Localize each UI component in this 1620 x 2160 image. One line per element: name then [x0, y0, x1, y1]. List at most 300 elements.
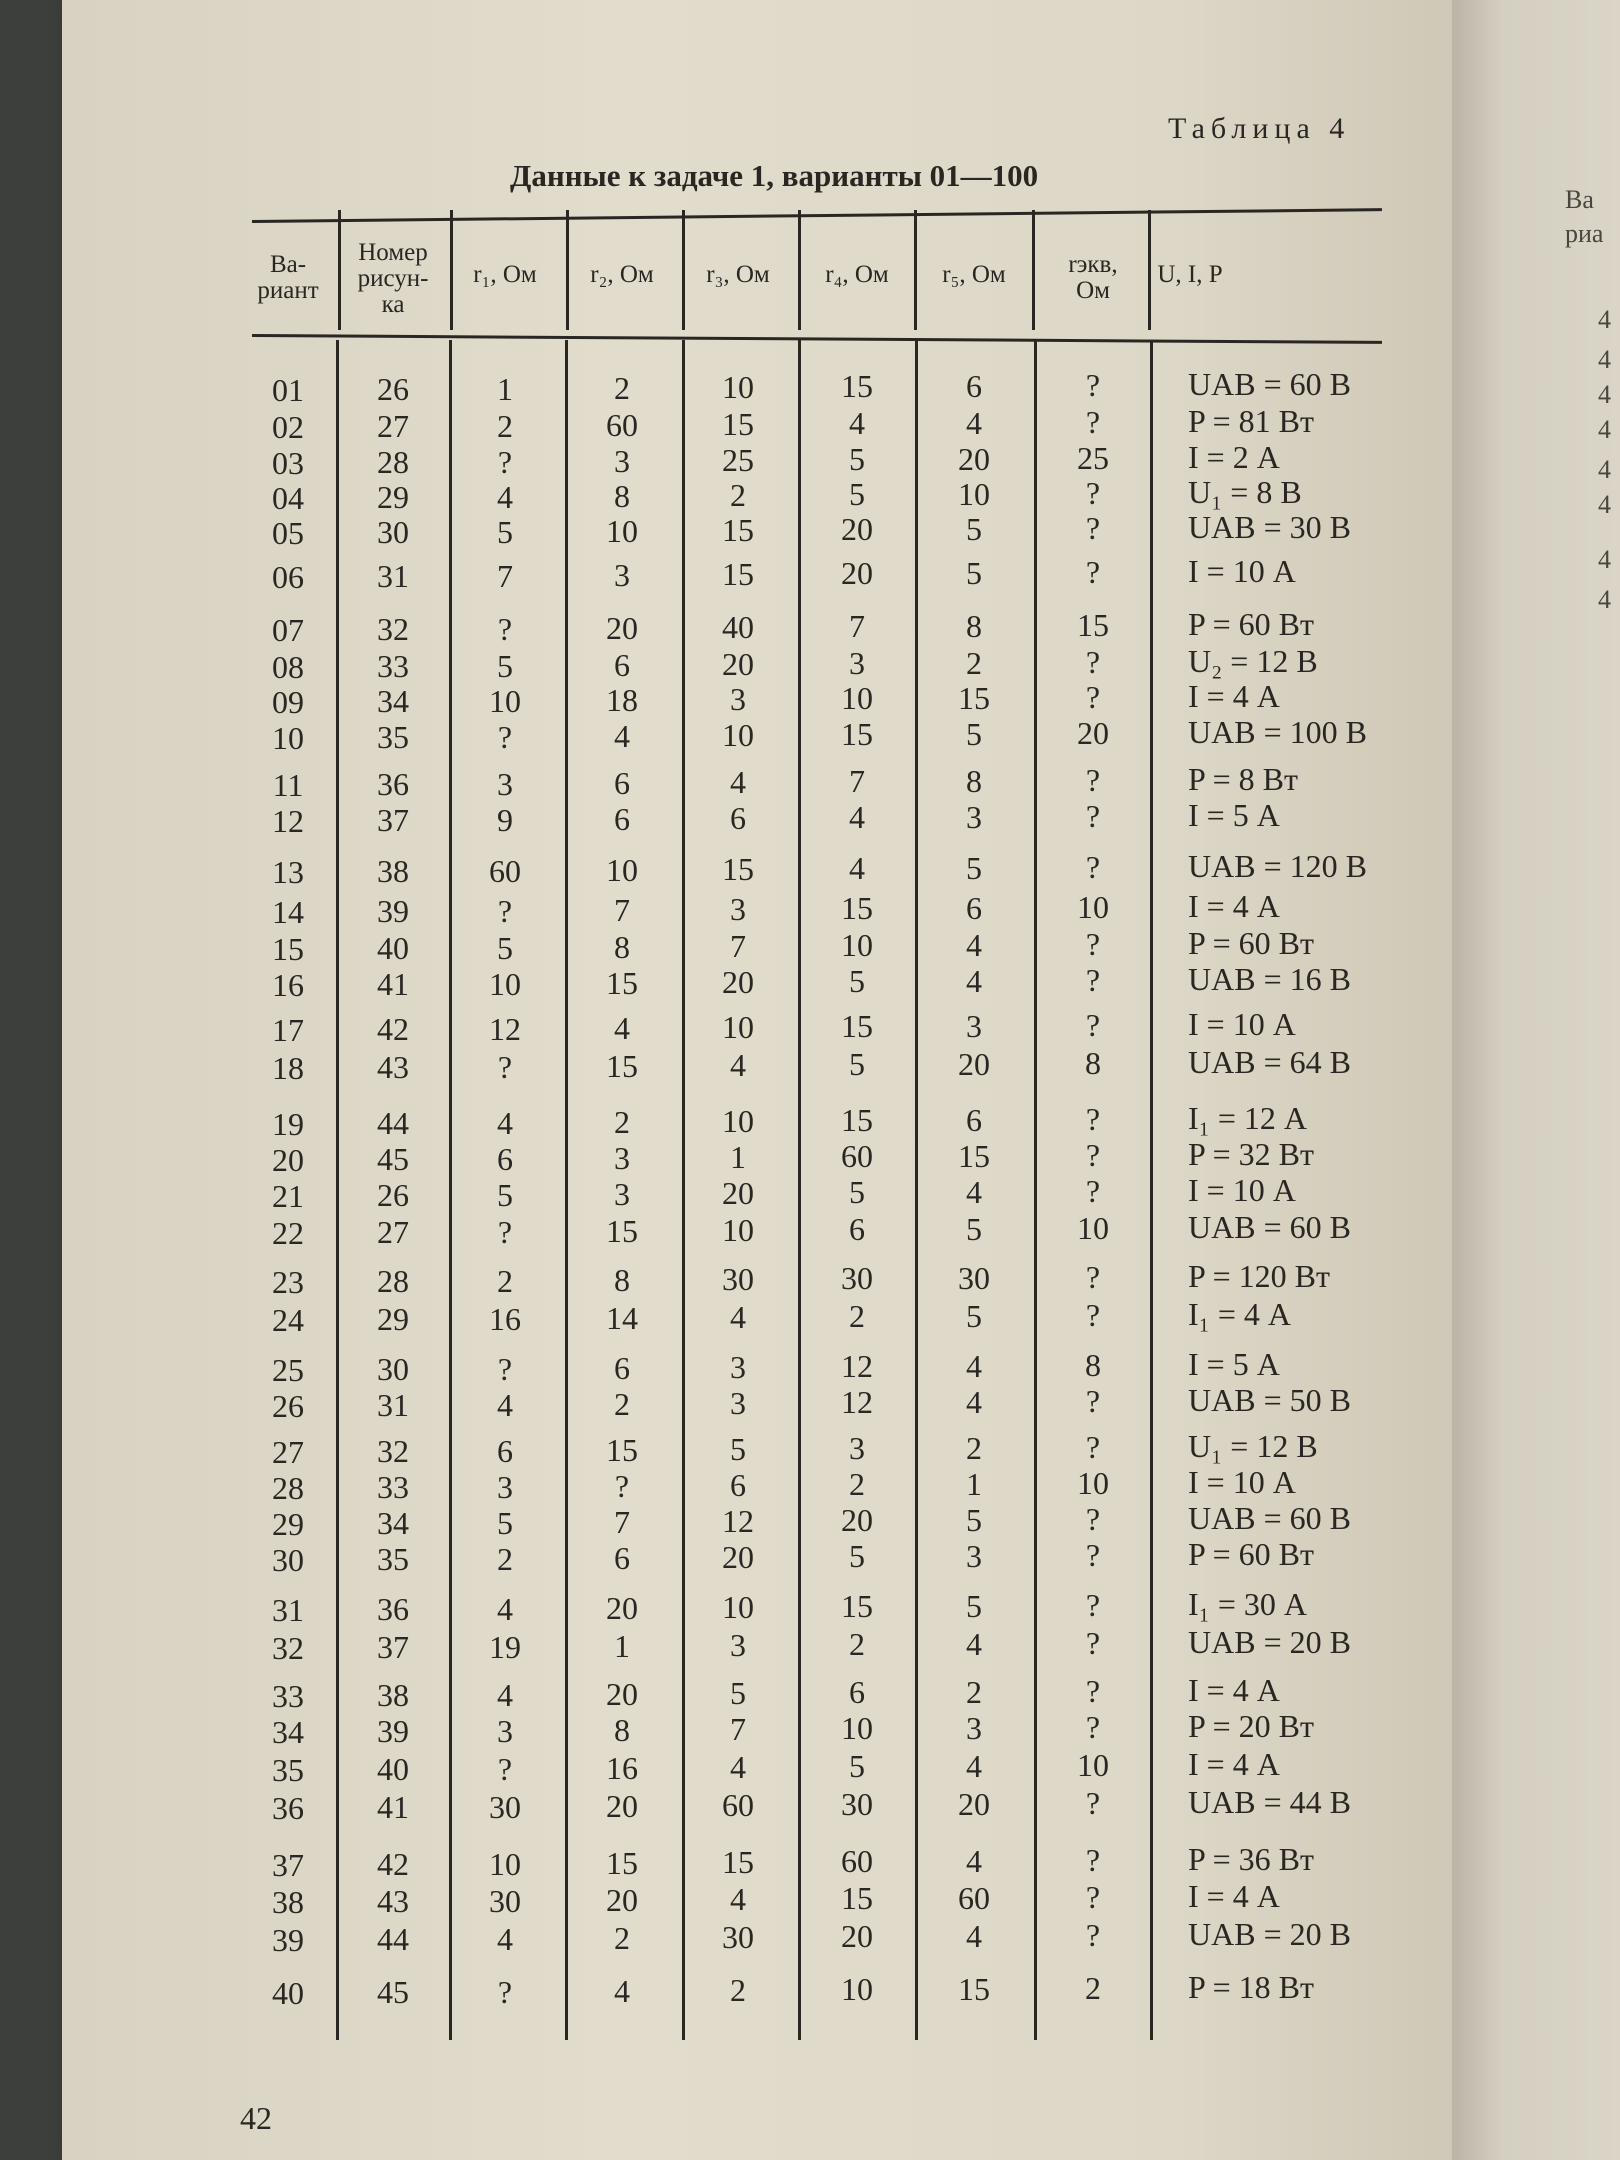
table-cell: 15: [1077, 606, 1109, 643]
table-cell: 5: [966, 715, 982, 752]
table-cell: 32: [377, 611, 409, 648]
table-cell: 38: [377, 853, 409, 890]
table-cell: ?: [1085, 678, 1101, 715]
table-cell: 2: [1085, 1969, 1101, 2006]
adjacent-digit-fragment: 4: [1598, 455, 1611, 484]
table-cell: ?: [497, 443, 513, 480]
table-cell: 5: [966, 1501, 982, 1538]
table-cell: 28: [272, 1470, 304, 1506]
table-cell: ?: [614, 1467, 630, 1504]
table-cell: 10: [1077, 888, 1109, 925]
table-cell: 60: [722, 1787, 754, 1823]
table-cell: 15: [841, 1102, 873, 1139]
table-cell: ?: [1085, 1428, 1101, 1465]
table-cell: ?: [1085, 1672, 1101, 1709]
cell-uip: I = 4 А: [1188, 678, 1280, 714]
table-cell: 26: [272, 1388, 304, 1424]
table-cell: 14: [272, 894, 304, 930]
table-cell: ?: [1085, 1841, 1101, 1878]
table-cell: 15: [722, 512, 754, 548]
cell-uip: I = 5 А: [1188, 1346, 1280, 1382]
table-cell: 3: [730, 891, 746, 927]
table-cell: 32: [377, 1433, 409, 1470]
column-header-6: r₄, Ом: [825, 261, 889, 288]
table-cell: 40: [722, 609, 754, 645]
table-cell: 10: [841, 1710, 873, 1747]
table-cell: 38: [377, 1677, 409, 1714]
adjacent-digit-fragment: 4: [1598, 490, 1611, 519]
table-cell: 36: [377, 766, 409, 803]
cell-uip: P = 120 Вт: [1188, 1258, 1330, 1294]
table-cell: 8: [614, 1711, 630, 1748]
table-cell: ?: [1085, 1136, 1101, 1173]
table-cell: 20: [958, 1785, 990, 1822]
table-cell: 4: [730, 1299, 746, 1335]
table-cell: 2: [497, 407, 513, 444]
table-cell: 41: [377, 966, 409, 1003]
column-header-2: Номер рисун- ка: [357, 239, 429, 318]
table-cell: 15: [841, 890, 873, 927]
table-cell: 40: [272, 1975, 304, 2011]
table-cell: 4: [966, 1383, 982, 1420]
table-cell: 43: [377, 1883, 409, 1920]
table-cell: 24: [272, 1302, 304, 1338]
column-divider: [1150, 340, 1153, 2040]
table-cell: 4: [730, 1881, 746, 1917]
table-cell: 5: [730, 1431, 746, 1467]
table-cell: 6: [614, 1539, 630, 1576]
table-cell: 41: [377, 1789, 409, 1826]
table-cell: ?: [1085, 1586, 1101, 1623]
table-cell: 5: [966, 1210, 982, 1247]
table-cell: 43: [377, 1049, 409, 1086]
table-cell: 10: [722, 1212, 754, 1248]
table-cell: 39: [377, 1713, 409, 1750]
table-cell: 2: [614, 369, 630, 406]
table-cell: 3: [966, 1537, 982, 1574]
table-cell: 10: [722, 1009, 754, 1045]
table-cell: 04: [272, 480, 304, 516]
table-cell: 3: [849, 645, 865, 682]
cell-uip: UAB = 50 В: [1188, 1382, 1351, 1418]
table-cell: 4: [966, 962, 982, 999]
table-cell: 5: [497, 647, 513, 684]
table-cell: 39: [272, 1922, 304, 1958]
table-cell: 3: [966, 798, 982, 835]
table-cell: 06: [272, 559, 304, 595]
table-cell: 44: [377, 1105, 409, 1142]
table-cell: 60: [841, 1843, 873, 1880]
table-cell: 10: [489, 1845, 521, 1882]
table-cell: 30: [377, 1351, 409, 1388]
table-cell: 5: [966, 554, 982, 591]
table-cell: 8: [614, 477, 630, 514]
table-cell: 8: [614, 1261, 630, 1298]
table-cell: 16: [272, 967, 304, 1003]
table-cell: 10: [1077, 1209, 1109, 1246]
cell-uip: UAB = 60 В: [1188, 1500, 1351, 1536]
table-cell: 31: [272, 1592, 304, 1628]
table-cell: 4: [966, 1347, 982, 1384]
table-cell: 5: [966, 1587, 982, 1624]
table-cell: 05: [272, 515, 304, 551]
table-cell: 30: [722, 1261, 754, 1297]
adjacent-header-fragment: риа: [1565, 219, 1604, 248]
cell-uip: I₁ = 30 А: [1188, 1586, 1307, 1622]
table-cell: 20: [958, 1045, 990, 1082]
table-cell: 15: [722, 1844, 754, 1880]
table-cell: 10: [606, 512, 638, 549]
table-cell: 2: [614, 1385, 630, 1422]
table-cell: ?: [1085, 403, 1101, 440]
table-cell: ?: [1085, 761, 1101, 798]
column-header-9: U, I, P: [1157, 261, 1223, 288]
table-cell: 6: [730, 1467, 746, 1503]
table-cell: 09: [272, 684, 304, 720]
table-cell: 12: [489, 1010, 521, 1047]
column-divider: [338, 210, 341, 330]
table-cell: 5: [497, 1176, 513, 1213]
table-cell: 34: [272, 1714, 304, 1750]
table-cell: 30: [489, 1882, 521, 1919]
table-label: Таблица 4: [1168, 112, 1351, 145]
table-cell: 8: [1085, 1346, 1101, 1383]
table-cell: 20: [606, 609, 638, 646]
cell-uip: P = 18 Вт: [1188, 1969, 1314, 2005]
page-number: 42: [240, 2100, 272, 2136]
cell-uip: U₁ = 8 В: [1188, 474, 1302, 510]
table-cell: 8: [614, 928, 630, 965]
table-cell: 29: [377, 1301, 409, 1338]
table-cell: 3: [849, 1430, 865, 1467]
table-cell: ?: [1085, 797, 1101, 834]
table-cell: 39: [377, 893, 409, 930]
adjacent-digit-fragment: 4: [1598, 345, 1611, 374]
table-cell: 01: [272, 372, 304, 408]
table-cell: 2: [730, 477, 746, 513]
cell-uip: I = 10 А: [1188, 1006, 1296, 1042]
column-header-1: Ва- риант: [257, 251, 319, 304]
table-cell: 15: [722, 556, 754, 592]
adjacent-header-fragment: Ва: [1565, 185, 1594, 214]
cell-uip: P = 60 Вт: [1188, 1536, 1314, 1572]
table-cell: 4: [849, 799, 865, 836]
column-divider: [1032, 210, 1035, 330]
table-cell: 4: [966, 404, 982, 441]
table-cell: 7: [849, 608, 865, 645]
table-cell: 4: [730, 1047, 746, 1083]
table-cell: 15: [841, 368, 873, 405]
table-cell: 2: [849, 1298, 865, 1335]
cell-uip: UAB = 20 В: [1188, 1624, 1351, 1660]
table-cell: 30: [958, 1259, 990, 1296]
table-cell: 6: [614, 764, 630, 801]
table-cell: ?: [1085, 1624, 1101, 1661]
table-cell: 20: [606, 1787, 638, 1824]
column-divider: [798, 340, 801, 2040]
table-cell: ?: [497, 892, 513, 929]
table-cell: 20: [606, 1881, 638, 1918]
table-cell: 5: [730, 1675, 746, 1711]
table-cell: 20: [841, 1918, 873, 1955]
table-cell: 20: [722, 1539, 754, 1575]
table-cell: 4: [966, 1747, 982, 1784]
table-cell: 15: [958, 679, 990, 716]
table-cell: 32: [272, 1630, 304, 1666]
table-cell: 7: [849, 763, 865, 800]
table-cell: 6: [966, 1101, 982, 1138]
table-cell: 20: [722, 964, 754, 1000]
table-cell: 15: [606, 1212, 638, 1249]
table-cell: 4: [614, 1972, 630, 2009]
table-cell: 12: [722, 1503, 754, 1539]
table-cell: 3: [730, 1385, 746, 1421]
table-cell: ?: [1085, 643, 1101, 680]
table-cell: 15: [272, 931, 304, 967]
table-cell: 03: [272, 445, 304, 481]
table-cell: 6: [966, 889, 982, 926]
table-cell: 9: [497, 801, 513, 838]
adjacent-digit-fragment: 4: [1598, 380, 1611, 409]
table-cell: 2: [849, 1466, 865, 1503]
table-cell: 21: [272, 1178, 304, 1214]
table-cell: 10: [489, 965, 521, 1002]
table-cell: 30: [722, 1919, 754, 1955]
cell-uip: P = 81 Вт: [1188, 403, 1314, 439]
table-cell: 4: [497, 1104, 513, 1141]
table-cell: 10: [722, 1589, 754, 1625]
table-cell: 12: [841, 1348, 873, 1385]
table-cell: 28: [377, 1263, 409, 1300]
table-cell: 27: [377, 1214, 409, 1251]
column-header-7: r₅, Ом: [942, 261, 1006, 288]
table-cell: 7: [730, 1711, 746, 1747]
cell-uip: I = 10 А: [1188, 1464, 1296, 1500]
table-cell: 8: [966, 607, 982, 644]
table-cell: 37: [377, 1629, 409, 1666]
table-cell: ?: [1085, 553, 1101, 590]
table-cell: ?: [497, 610, 513, 647]
table-cell: 33: [272, 1678, 304, 1714]
table-cell: ?: [497, 1350, 513, 1387]
table-cell: ?: [497, 1213, 513, 1250]
table-cell: 10: [841, 1971, 873, 2008]
cell-uip: UAB = 30 В: [1188, 509, 1351, 545]
table-cell: 60: [958, 1879, 990, 1916]
table-cell: 60: [841, 1138, 873, 1175]
table-cell: 20: [841, 1502, 873, 1539]
table-cell: ?: [1085, 1878, 1101, 1915]
table-cell: 33: [377, 648, 409, 685]
table-cell: 31: [377, 1387, 409, 1424]
table-cell: 30: [841, 1786, 873, 1823]
table-cell: 4: [497, 1590, 513, 1627]
table-cell: 4: [730, 764, 746, 800]
table-cell: 30: [841, 1260, 873, 1297]
table-cell: ?: [1085, 925, 1101, 962]
table-cell: 30: [377, 514, 409, 551]
table-cell: ?: [1085, 1708, 1101, 1745]
table-cell: 12: [272, 803, 304, 839]
table-cell: ?: [1085, 1006, 1101, 1043]
table-cell: 25: [1077, 439, 1109, 476]
table-cell: 11: [272, 767, 304, 803]
table-cell: 29: [272, 1506, 304, 1542]
table-cell: 20: [958, 440, 990, 477]
table-cell: 16: [606, 1749, 638, 1786]
cell-uip: I = 4 А: [1188, 1878, 1280, 1914]
table-cell: 6: [614, 800, 630, 837]
table-cell: 1: [497, 370, 513, 407]
table-cell: 2: [966, 1673, 982, 1710]
table-cell: 40: [377, 1751, 409, 1788]
table-cell: 4: [966, 1842, 982, 1879]
table-cell: 35: [272, 1752, 304, 1788]
table-cell: 5: [966, 1297, 982, 1334]
table-cell: 4: [849, 850, 865, 887]
table-cell: 4: [497, 1676, 513, 1713]
adjacent-digit-fragment: 4: [1598, 545, 1611, 574]
table-cell: ?: [497, 718, 513, 755]
table-cell: 07: [272, 612, 304, 648]
table-cell: 4: [966, 1917, 982, 1954]
table-cell: 20: [841, 555, 873, 592]
table-cell: 13: [272, 854, 304, 890]
table-cell: 15: [841, 716, 873, 753]
table-cell: 30: [489, 1788, 521, 1825]
table-cell: 4: [497, 1920, 513, 1957]
table-cell: 1: [966, 1465, 982, 1502]
table-cell: 5: [966, 849, 982, 886]
table-cell: 6: [614, 1349, 630, 1386]
table-cell: 25: [722, 442, 754, 478]
table-cell: ?: [1085, 961, 1101, 998]
table-cell: 5: [849, 1748, 865, 1785]
table-cell: 26: [377, 371, 409, 408]
table-cell: 5: [849, 1174, 865, 1211]
table-cell: 18: [272, 1050, 304, 1086]
table-cell: ?: [1085, 1382, 1101, 1419]
table-cell: 15: [606, 964, 638, 1001]
table-cell: 19: [272, 1106, 304, 1142]
table-cell: ?: [497, 1048, 513, 1085]
table-cell: 1: [614, 1627, 630, 1664]
cell-uip: UAB = 16 В: [1188, 961, 1351, 997]
table-cell: 5: [497, 929, 513, 966]
table-cell: 10: [722, 1103, 754, 1139]
table-cell: 3: [497, 1712, 513, 1749]
table-cell: 35: [377, 719, 409, 756]
table-title: Данные к задаче 1, варианты 01—100: [510, 158, 1039, 193]
column-divider: [1148, 210, 1151, 330]
table-cell: ?: [1085, 1536, 1101, 1573]
table-cell: ?: [497, 1750, 513, 1787]
table-cell: 6: [497, 1432, 513, 1469]
table-cell: 2: [849, 1626, 865, 1663]
table-cell: 3: [497, 1468, 513, 1505]
table-cell: ?: [1085, 1100, 1101, 1137]
cell-uip: UAB = 60 В: [1188, 366, 1351, 402]
table-cell: 3: [966, 1007, 982, 1044]
table-cell: ?: [1085, 1172, 1101, 1209]
column-header-4: r₂, Ом: [590, 261, 654, 288]
table-cell: 37: [377, 802, 409, 839]
table-cell: 7: [614, 891, 630, 928]
table-cell: 5: [849, 441, 865, 478]
cell-uip: P = 20 Вт: [1188, 1708, 1314, 1744]
table-cell: 3: [614, 1139, 630, 1176]
table-cell: 5: [849, 963, 865, 1000]
table-cell: 15: [722, 851, 754, 887]
cell-uip: UAB = 44 В: [1188, 1784, 1351, 1820]
table-cell: 36: [377, 1591, 409, 1628]
table-cell: 10: [958, 475, 990, 512]
table-cell: 34: [377, 683, 409, 720]
table-cell: 44: [377, 1921, 409, 1958]
table-cell: 18: [606, 681, 638, 718]
cell-uip: I = 10 А: [1188, 553, 1296, 589]
table-cell: 37: [272, 1847, 304, 1883]
table-cell: 10: [272, 720, 304, 756]
column-divider: [1034, 340, 1037, 2040]
table-cell: 15: [841, 1588, 873, 1625]
table-cell: 2: [966, 1429, 982, 1466]
table-cell: 23: [272, 1264, 304, 1300]
cell-uip: I = 10 А: [1188, 1172, 1296, 1208]
table-cell: 15: [606, 1844, 638, 1881]
table-cell: 2: [614, 1103, 630, 1140]
table-cell: 4: [730, 1749, 746, 1785]
table-cell: 3: [614, 442, 630, 479]
table-cell: 5: [966, 510, 982, 547]
table-cell: ?: [1085, 1296, 1101, 1333]
cell-uip: P = 36 Вт: [1188, 1841, 1314, 1877]
table-cell: 6: [966, 367, 982, 404]
table-cell: 19: [489, 1628, 521, 1665]
table-cell: ?: [1085, 1500, 1101, 1537]
table-cell: 15: [958, 1137, 990, 1174]
table-cell: 20: [606, 1589, 638, 1626]
column-divider: [798, 210, 801, 330]
table-cell: 14: [606, 1299, 638, 1336]
cell-uip: U₂ = 12 В: [1188, 643, 1318, 679]
table-cell: 5: [849, 1538, 865, 1575]
table-cell: 2: [497, 1540, 513, 1577]
cell-uip: UAB = 60 В: [1188, 1209, 1351, 1245]
table-cell: 25: [272, 1352, 304, 1388]
table-cell: 38: [272, 1884, 304, 1920]
column-divider: [682, 210, 685, 330]
cell-uip: P = 32 Вт: [1188, 1136, 1314, 1172]
table-cell: 4: [614, 717, 630, 754]
table-cell: 08: [272, 649, 304, 685]
table-cell: 33: [377, 1469, 409, 1506]
cell-uip: UAB = 20 В: [1188, 1916, 1351, 1952]
table-cell: 6: [730, 800, 746, 836]
table-cell: 3: [614, 556, 630, 593]
table-cell: 2: [730, 1972, 746, 2008]
cell-uip: I = 2 А: [1188, 439, 1280, 475]
cell-uip: U₁ = 12 В: [1188, 1428, 1318, 1464]
table-cell: ?: [1085, 1784, 1101, 1821]
table-cell: 4: [497, 478, 513, 515]
table-cell: 60: [489, 852, 521, 889]
table-cell: 17: [272, 1012, 304, 1048]
table-cell: 42: [377, 1846, 409, 1883]
adjacent-digit-fragment: 4: [1598, 415, 1611, 444]
table-cell: 16: [489, 1300, 521, 1337]
cell-uip: I = 5 А: [1188, 797, 1280, 833]
